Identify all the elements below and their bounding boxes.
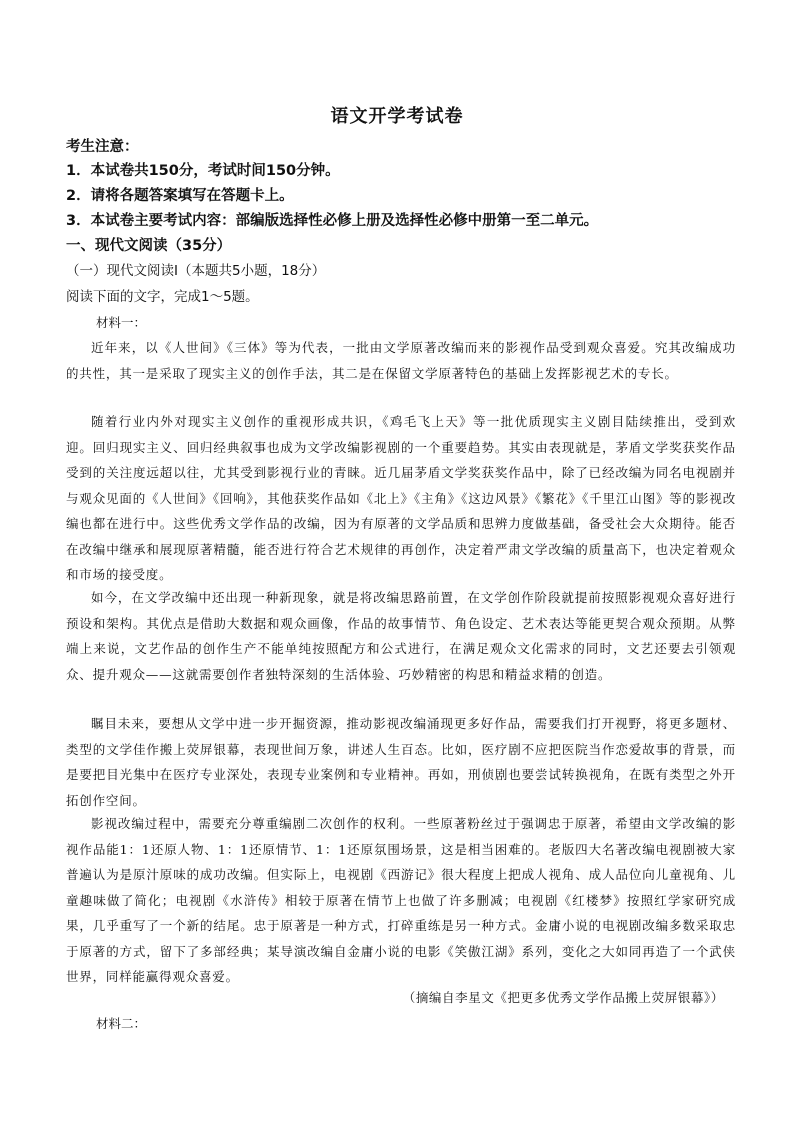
notice-item-1: 1．本试卷共150分，考试时间150分钟。 xyxy=(66,163,340,179)
material-1-label: 材料一： xyxy=(96,315,147,330)
material-1-source: （摘编自李星文《把更多优秀文学作品搬上荧屏银幕》） xyxy=(402,990,724,1005)
notice-item-3: 3．本试卷主要考试内容：部编版选择性必修上册及选择性必修中册第一至二单元。 xyxy=(66,213,599,229)
section-title: 一、现代文阅读（35分） xyxy=(66,238,232,254)
material-1-paragraph: 瞩目未来，要想从文学中进一步开掘资源，推动影视改编涌现更多好作品，需要我们打开视野，将更多题材、类型的文学佳作搬上荧屏银幕，表现世间万象，讲述人生百态。比如，医疗剧不应把医院当作恋爱故事的背景，而是要把目光集中在医疗专业深处，表现专业案例和专业精神。再如，刑侦剧也要尝试转换视角，在既有类型之外开拓创作空间。 xyxy=(66,716,736,808)
notice-item-2: 2．请将各题答案填写在答题卡上。 xyxy=(66,188,294,204)
subsection-title: （一）现代文阅读Ⅰ（本题共5小题，18分） xyxy=(66,263,326,279)
exam-title: 语文开学考试卷 xyxy=(330,106,464,127)
material-1-paragraph: 近年来，以《人世间》《三体》等为代表，一批由文学原著改编而来的影视作品受到观众喜爱。究其改编成功的共性，其一是采取了现实主义的创作手法，其二是在保留文学原著特色的基础上发挥影视艺术的专长。 xyxy=(66,340,736,381)
notice-heading: 考生注意： xyxy=(66,139,139,155)
material-1-paragraph: 如今，在文学改编中还出现一种新现象，就是将改编思路前置，在文学创作阶段就提前按照影视观众喜好进行预设和架构。其优点是借助大数据和观众画像，作品的故事情节、角色设定、艺术表达等能更契合观众预期。从弊端上来说，文艺作品的创作生产不能单纯按照配方和公式进行，在满足观众文化需求的同时，文艺还要去引领观众、提升观众——这就需要创作者独特深刻的生活体验、巧妙精密的构思和精益求精的创造。 xyxy=(66,590,736,682)
material-1-paragraph: 影视改编过程中，需要充分尊重编剧二次创作的权利。一些原著粉丝过于强调忠于原著，希望由文学改编的影视作品能1：1还原人物、1：1还原情节、1：1还原氛围场景，这是相当困难的。老版四大名著改编电视剧被大家普遍认为是原汁原味的成功改编。但实际上，电视剧《西游记》很大程度上把成人视角、成人品位向儿童视角、儿童趣味做了简化；电视剧《水浒传》相较于原著在情节上也做了许多删减；电视剧《红楼梦》按照红学家研究成果，几乎重写了一个新的结尾。忠于原著是一种方式，打碎重练是另一种方式。金庸小说的电视剧改编多数采取忠于原著的方式，留下了多部经典；某导演改编自金庸小说的电影《笑傲江湖》系列，变化之大如同再造了一个武侠世界，同样能赢得观众喜爱。 xyxy=(66,816,736,984)
material-1-paragraph: 随着行业内外对现实主义创作的重视形成共识，《鸡毛飞上天》等一批优质现实主义剧目陆续推出，受到欢迎。回归现实主义、回归经典叙事也成为文学改编影视剧的一个重要趋势。其实由表现就是，茅盾文学奖获奖作品受到的关注度远超以往，尤其受到影视行业的青睐。近几届茅盾文学奖获奖作品中，除了已经改编为同名电视剧并与观众见面的《人世间》《回响》，其他获奖作品如《北上》《主角》《这边风景》《繁花》《千里江山图》等的影视改编也都在进行中。这些优秀文学作品的改编，因为有原著的文学品质和思辨力度做基础，备受社会大众期待。能否在改编中继承和展现原著精髓，能否进行符合艺术规律的再创作，决定着严肃文学改编的质量高下，也决定着观众和市场的接受度。 xyxy=(66,414,736,582)
reading-instruction: 阅读下面的文字，完成1～5题。 xyxy=(66,289,259,305)
material-2-label: 材料二： xyxy=(96,1016,147,1031)
